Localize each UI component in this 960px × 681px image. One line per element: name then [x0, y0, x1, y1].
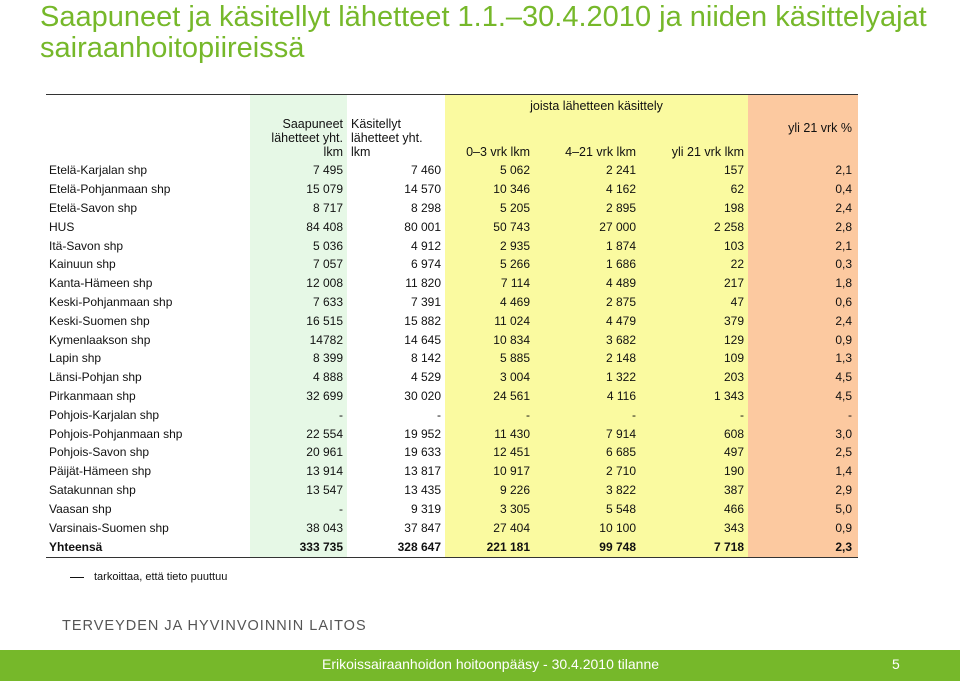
cell-d0-3: 50 743 — [445, 217, 534, 236]
cell-pct: 0,4 — [748, 180, 858, 199]
cell-d21: 109 — [640, 349, 748, 368]
region-name: Kainuun shp — [49, 257, 116, 272]
region-name: Keski-Suomen shp — [49, 313, 150, 328]
region-name: Yhteensä — [46, 537, 250, 558]
page-number: 5 — [892, 656, 900, 672]
total-row — [46, 537, 858, 558]
cell-saapuneet: 12 008 — [250, 274, 347, 293]
region-name: Pohjois-Karjalan shp — [49, 407, 160, 422]
cell-pct: 3,0 — [748, 424, 858, 443]
cell-saapuneet: 32 699 — [250, 387, 347, 406]
cell-saapuneet: 7 633 — [250, 293, 347, 312]
table-row — [46, 217, 858, 236]
header-d4-21: 4–21 vrk lkm — [534, 117, 640, 161]
header-kasitellyt: Käsitellyt lähetteet yht. lkm — [347, 95, 445, 161]
cell-d21: 217 — [640, 274, 748, 293]
cell-d21: 608 — [640, 424, 748, 443]
footnote — [70, 571, 227, 583]
cell-d21: - — [640, 405, 748, 424]
cell-saapuneet: 15 079 — [250, 180, 347, 199]
cell-d4-21: 4 479 — [534, 311, 640, 330]
region-name: Etelä-Savon shp — [49, 200, 138, 215]
cell-saapuneet: 8 399 — [250, 349, 347, 368]
region-name: Vaasan shp — [49, 501, 112, 516]
table-row — [46, 180, 858, 199]
table-row — [46, 274, 858, 293]
cell-d4-21: 2 895 — [534, 199, 640, 218]
region-name: Pirkanmaan shp — [49, 388, 136, 403]
footer-text: Erikoissairaanhoidon hoitoonpääsy - 30.4.2010 tilanne — [322, 656, 660, 672]
cell-d0-3: 3 004 — [445, 368, 534, 387]
table-row — [46, 349, 858, 368]
table-row — [46, 462, 858, 481]
header-name-cell — [46, 95, 250, 161]
cell-d21: 497 — [640, 443, 748, 462]
cell-d0-3: 9 226 — [445, 481, 534, 500]
cell-saapuneet: 14782 — [250, 330, 347, 349]
cell-pct: - — [748, 405, 858, 424]
table-row — [46, 481, 858, 500]
cell-pct: 0,6 — [748, 293, 858, 312]
cell-d21: 129 — [640, 330, 748, 349]
region-name: Pohjois-Pohjanmaan shp — [49, 426, 183, 441]
cell-saapuneet: 22 554 — [250, 424, 347, 443]
cell-d21: 1 343 — [640, 387, 748, 406]
cell-d0-3: 10 834 — [445, 330, 534, 349]
cell-pct: 5,0 — [748, 499, 858, 518]
region-name: Lapin shp — [49, 351, 102, 366]
cell-kasitellyt: 13 435 — [347, 481, 445, 500]
cell-d4-21: 1 686 — [534, 255, 640, 274]
cell-d21: 466 — [640, 499, 748, 518]
cell-saapuneet: 38 043 — [250, 518, 347, 537]
cell-saapuneet: 13 914 — [250, 462, 347, 481]
table-row — [46, 405, 858, 424]
header-row-group — [46, 95, 858, 117]
cell-kasitellyt: 4 529 — [347, 368, 445, 387]
cell-pct: 1,4 — [748, 462, 858, 481]
cell-saapuneet: 16 515 — [250, 311, 347, 330]
cell-d4-21: 4 489 — [534, 274, 640, 293]
footer-bar — [0, 650, 960, 681]
header-pct: yli 21 vrk % — [748, 95, 858, 161]
cell-kasitellyt: 6 974 — [347, 255, 445, 274]
cell-d0-3: 5 062 — [445, 161, 534, 180]
table-row — [46, 368, 858, 387]
cell-d0-3: 3 305 — [445, 499, 534, 518]
cell-d0-3: 27 404 — [445, 518, 534, 537]
region-name: Etelä-Karjalan shp — [49, 163, 148, 178]
cell-pct: 2,3 — [748, 537, 858, 558]
table-row — [46, 236, 858, 255]
cell-d4-21: 4 162 — [534, 180, 640, 199]
cell-d21: 2 258 — [640, 217, 748, 236]
cell-d0-3: 11 430 — [445, 424, 534, 443]
cell-d4-21: 27 000 — [534, 217, 640, 236]
cell-pct: 0,9 — [748, 518, 858, 537]
cell-d0-3: 5 885 — [445, 349, 534, 368]
cell-pct: 0,3 — [748, 255, 858, 274]
cell-saapuneet: 4 888 — [250, 368, 347, 387]
cell-kasitellyt: 80 001 — [347, 217, 445, 236]
cell-d0-3: 7 114 — [445, 274, 534, 293]
region-name: Päijät-Hämeen shp — [49, 464, 152, 479]
cell-d0-3: - — [445, 405, 534, 424]
cell-d4-21: 6 685 — [534, 443, 640, 462]
cell-d4-21: 2 148 — [534, 349, 640, 368]
cell-pct: 4,5 — [748, 387, 858, 406]
region-name: Satakunnan shp — [49, 482, 136, 497]
region-name: Kymenlaakson shp — [49, 332, 151, 347]
cell-d0-3: 10 346 — [445, 180, 534, 199]
header-d21: yli 21 vrk lkm — [640, 117, 748, 161]
cell-d21: 157 — [640, 161, 748, 180]
cell-pct: 1,3 — [748, 349, 858, 368]
table-row — [46, 387, 858, 406]
cell-kasitellyt: 37 847 — [347, 518, 445, 537]
cell-kasitellyt: 19 952 — [347, 424, 445, 443]
cell-d0-3: 2 935 — [445, 236, 534, 255]
slide-title: Saapuneet ja käsitellyt lähetteet 1.1.–30.4.2010 ja niiden käsittelyajat sairaanhoitopiireissä — [40, 1, 927, 64]
region-name: HUS — [49, 219, 75, 234]
cell-kasitellyt: 4 912 — [347, 236, 445, 255]
cell-pct: 2,9 — [748, 481, 858, 500]
cell-d4-21: 1 874 — [534, 236, 640, 255]
cell-d0-3: 11 024 — [445, 311, 534, 330]
dash-symbol — [70, 577, 84, 578]
cell-d0-3: 12 451 — [445, 443, 534, 462]
region-name: Länsi-Pohjan shp — [49, 370, 142, 385]
table-row — [46, 311, 858, 330]
cell-d21: 379 — [640, 311, 748, 330]
table-row — [46, 199, 858, 218]
cell-d4-21: 1 322 — [534, 368, 640, 387]
region-name: Keski-Pohjanmaan shp — [49, 294, 173, 309]
cell-d21: 343 — [640, 518, 748, 537]
cell-kasitellyt: 328 647 — [347, 537, 445, 558]
cell-kasitellyt: - — [347, 405, 445, 424]
cell-saapuneet: 333 735 — [250, 537, 347, 558]
cell-d21: 387 — [640, 481, 748, 500]
cell-pct: 0,9 — [748, 330, 858, 349]
cell-kasitellyt: 19 633 — [347, 443, 445, 462]
cell-d4-21: 3 682 — [534, 330, 640, 349]
cell-pct: 2,4 — [748, 311, 858, 330]
cell-d4-21: 3 822 — [534, 481, 640, 500]
cell-d21: 198 — [640, 199, 748, 218]
cell-d4-21: 10 100 — [534, 518, 640, 537]
cell-d21: 190 — [640, 462, 748, 481]
cell-saapuneet: - — [250, 499, 347, 518]
header-saapuneet: Saapuneet lähetteet yht. lkm — [250, 95, 347, 161]
cell-kasitellyt: 7 391 — [347, 293, 445, 312]
cell-pct: 2,1 — [748, 236, 858, 255]
cell-kasitellyt: 30 020 — [347, 387, 445, 406]
cell-d0-3: 24 561 — [445, 387, 534, 406]
cell-kasitellyt: 15 882 — [347, 311, 445, 330]
cell-d4-21: 7 914 — [534, 424, 640, 443]
table-row — [46, 443, 858, 462]
cell-kasitellyt: 14 645 — [347, 330, 445, 349]
referral-table-container — [46, 94, 858, 558]
table-row — [46, 161, 858, 180]
cell-d0-3: 5 266 — [445, 255, 534, 274]
cell-kasitellyt: 9 319 — [347, 499, 445, 518]
cell-saapuneet: 8 717 — [250, 199, 347, 218]
cell-d4-21: 2 875 — [534, 293, 640, 312]
cell-saapuneet: 13 547 — [250, 481, 347, 500]
cell-d4-21: 4 116 — [534, 387, 640, 406]
cell-saapuneet: 7 495 — [250, 161, 347, 180]
header-d0-3: 0–3 vrk lkm — [445, 117, 534, 161]
cell-d4-21: 2 710 — [534, 462, 640, 481]
cell-saapuneet: - — [250, 405, 347, 424]
cell-kasitellyt: 13 817 — [347, 462, 445, 481]
region-name: Etelä-Pohjanmaan shp — [49, 182, 171, 197]
table-row — [46, 499, 858, 518]
cell-saapuneet: 84 408 — [250, 217, 347, 236]
cell-pct: 4,5 — [748, 368, 858, 387]
referral-table — [46, 95, 858, 558]
footnote-text: tarkoittaa, että tieto puuttuu — [94, 571, 228, 583]
region-name: Kanta-Hämeen shp — [49, 276, 153, 291]
cell-d4-21: - — [534, 405, 640, 424]
table-row — [46, 518, 858, 537]
region-name: Itä-Savon shp — [49, 238, 124, 253]
cell-d0-3: 10 917 — [445, 462, 534, 481]
cell-d21: 203 — [640, 368, 748, 387]
cell-kasitellyt: 14 570 — [347, 180, 445, 199]
region-name: Pohjois-Savon shp — [49, 445, 150, 460]
cell-d21: 47 — [640, 293, 748, 312]
cell-d0-3: 5 205 — [445, 199, 534, 218]
cell-pct: 2,8 — [748, 217, 858, 236]
cell-d0-3: 4 469 — [445, 293, 534, 312]
cell-saapuneet: 5 036 — [250, 236, 347, 255]
cell-pct: 2,1 — [748, 161, 858, 180]
cell-d21: 22 — [640, 255, 748, 274]
cell-pct: 2,4 — [748, 199, 858, 218]
table-row — [46, 424, 858, 443]
cell-kasitellyt: 11 820 — [347, 274, 445, 293]
cell-saapuneet: 20 961 — [250, 443, 347, 462]
table-row — [46, 255, 858, 274]
cell-d4-21: 2 241 — [534, 161, 640, 180]
cell-d21: 7 718 — [640, 537, 748, 558]
cell-pct: 1,8 — [748, 274, 858, 293]
header-group-kasittely: joista lähetteen käsittely — [445, 95, 748, 117]
cell-d4-21: 5 548 — [534, 499, 640, 518]
organization-logo-text: TERVEYDEN JA HYVINVOINNIN LAITOS — [62, 618, 367, 634]
cell-kasitellyt: 7 460 — [347, 161, 445, 180]
cell-d21: 103 — [640, 236, 748, 255]
region-name: Varsinais-Suomen shp — [49, 520, 169, 535]
cell-saapuneet: 7 057 — [250, 255, 347, 274]
table-row — [46, 293, 858, 312]
cell-kasitellyt: 8 298 — [347, 199, 445, 218]
table-row — [46, 330, 858, 349]
cell-d4-21: 99 748 — [534, 537, 640, 558]
cell-d21: 62 — [640, 180, 748, 199]
cell-pct: 2,5 — [748, 443, 858, 462]
cell-d0-3: 221 181 — [445, 537, 534, 558]
cell-kasitellyt: 8 142 — [347, 349, 445, 368]
